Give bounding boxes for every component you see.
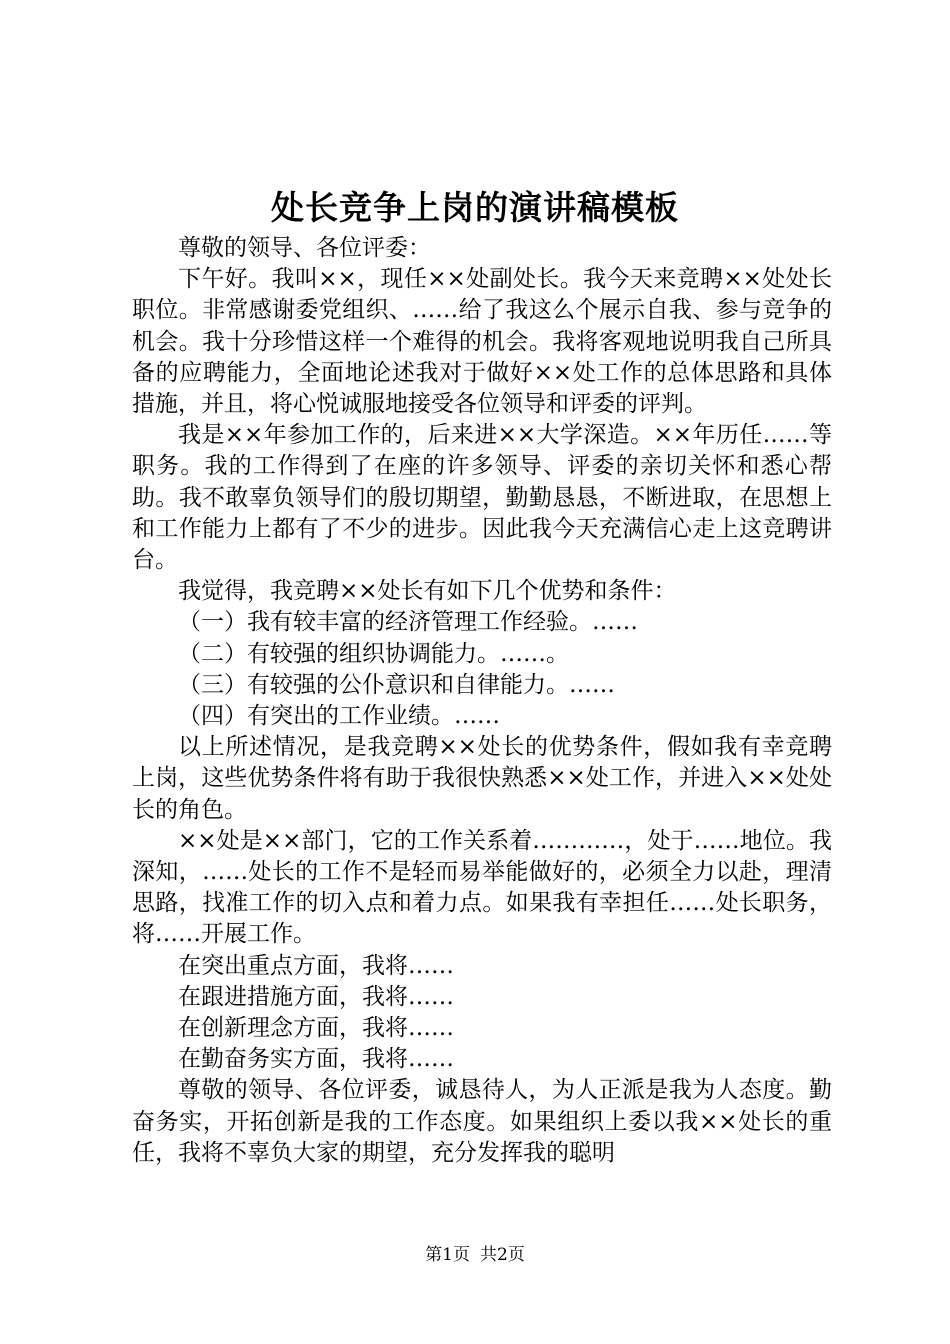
paragraph-advantage-3: （三）有较强的公仆意识和自律能力。…… (178, 671, 615, 698)
paragraph-advantages-intro: 我觉得，我竞聘××处长有如下几个优势和条件： (178, 578, 677, 605)
paragraph-plan-4: 在勤奋务实方面，我将…… (178, 1046, 454, 1073)
paragraph-plan-2: 在跟进措施方面，我将…… (178, 983, 454, 1010)
paragraph-closing: 尊敬的领导、各位评委，诚恳待人，为人正派是我为人态度。勤奋务实，开拓创新是我的工作态度。如果组织上委以我××处长的重任，我将不辜负大家的期望，充分发挥我的聪明 (132, 1077, 832, 1166)
paragraph-introduction: 下午好。我叫××，现任××处副处长。我今天来竞聘××处处长职位。非常感谢委党组织、……给了我这么个展示自我、参与竞争的机会。我十分珍惜这样一个难得的机会。我将客观地说明我自己所具备的应聘能力，全面地论述我对于做好××处工作的总体思路和具体措施，并且，将心悦诚服地接受各位领导和评委的评判。 (132, 266, 832, 418)
paragraph-salutation: 尊敬的领导、各位评委： (178, 235, 431, 261)
page-number: 第1页 (425, 1245, 470, 1265)
paragraph-summary: 以上所述情况，是我竞聘××处长的优势条件，假如我有幸竞聘上岗，这些优势条件将有助于我很快熟悉××处工作，并进入××处处长的角色。 (132, 734, 832, 823)
document-title: 处长竞争上岗的演讲稿模板 (271, 188, 679, 227)
paragraph-advantage-4: （四）有突出的工作业绩。…… (178, 703, 500, 730)
document-body (132, 233, 832, 1169)
paragraph-background: 我是××年参加工作的，后来进××大学深造。××年历任……等职务。我的工作得到了在座的许多领导、评委的亲切关怀和悉心帮助。我不敢辜负领导们的殷切期望，勤勤恳恳，不断进取，在思想上和工作能力上都有了不少的进步。因此我今天充满信心走上这竞聘讲台。 (132, 422, 832, 574)
paragraph-advantage-1: （一）我有较丰富的经济管理工作经验。…… (178, 609, 638, 636)
paragraph-department: ××处是××部门，它的工作关系着…………，处于……地位。我深知，……处长的工作不是轻而易举能做好的，必须全力以赴，理清思路，找准工作的切入点和着力点。如果我有幸担任……处长职务，将……开展工作。 (132, 827, 832, 948)
paragraph-plan-3: 在创新理念方面，我将…… (178, 1015, 454, 1042)
page-total: 共2页 (480, 1245, 525, 1265)
page-footer (0, 1243, 950, 1267)
paragraph-advantage-2: （二）有较强的组织协调能力。……。 (178, 640, 569, 667)
paragraph-plan-1: 在突出重点方面，我将…… (178, 952, 454, 979)
